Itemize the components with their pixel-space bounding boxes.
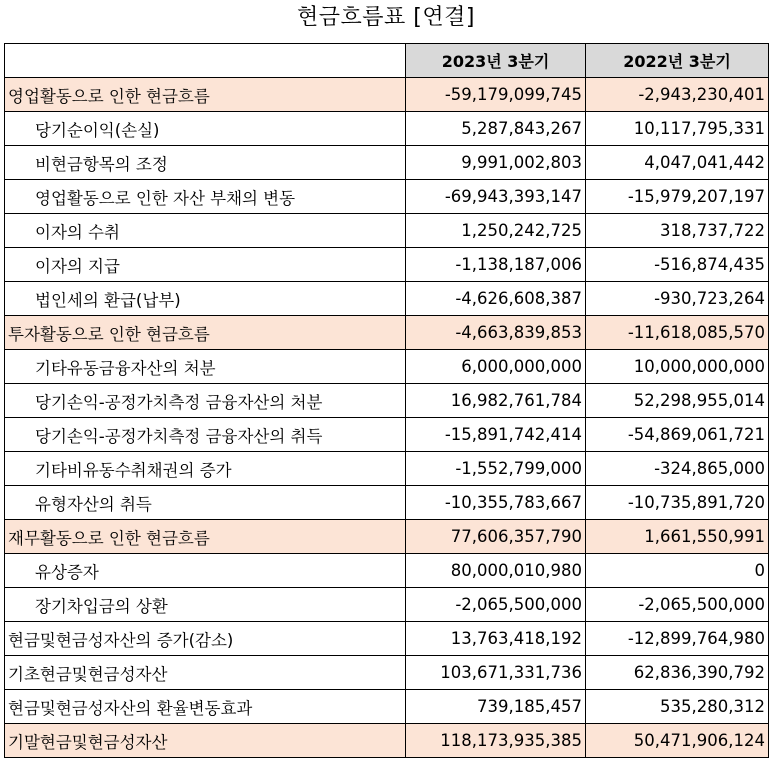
- value-2023: 5,287,843,267: [406, 112, 586, 146]
- value-2022: -2,943,230,401: [586, 78, 769, 112]
- value-2022: -324,865,000: [586, 452, 769, 486]
- value-2023: -4,663,839,853: [406, 316, 586, 350]
- row-label: 기타비유동수취채권의 증가: [5, 452, 406, 486]
- header-year-2022: 2022년 3분기: [586, 44, 769, 78]
- value-2022: 1,661,550,991: [586, 520, 769, 554]
- table-row-section: [5, 316, 769, 350]
- table-row: [5, 418, 769, 452]
- value-2022: -516,874,435: [586, 248, 769, 282]
- value-2023: -59,179,099,745: [406, 78, 586, 112]
- row-label: 기말현금및현금성자산: [5, 724, 406, 758]
- row-label: 이자의 수취: [5, 214, 406, 248]
- page-title: 현금흐름표 [연결]: [297, 5, 475, 30]
- value-2023: 80,000,010,980: [406, 554, 586, 588]
- value-2022: -12,899,764,980: [586, 622, 769, 656]
- table-row: [5, 622, 769, 656]
- row-label: 당기손익-공정가치측정 금융자산의 처분: [5, 384, 406, 418]
- row-label: 법인세의 환급(납부): [5, 282, 406, 316]
- value-2022: 50,471,906,124: [586, 724, 769, 758]
- table-row: [5, 112, 769, 146]
- table-row: [5, 146, 769, 180]
- row-label: 현금및현금성자산의 환율변동효과: [5, 690, 406, 724]
- value-2022: 535,280,312: [586, 690, 769, 724]
- value-2022: 52,298,955,014: [586, 384, 769, 418]
- value-2023: 13,763,418,192: [406, 622, 586, 656]
- value-2023: -1,552,799,000: [406, 452, 586, 486]
- value-2023: -69,943,393,147: [406, 180, 586, 214]
- value-2022: -11,618,085,570: [586, 316, 769, 350]
- table-row: [5, 656, 769, 690]
- table-header-row: [5, 44, 769, 78]
- header-label-cell: [5, 44, 406, 78]
- value-2022: -930,723,264: [586, 282, 769, 316]
- row-label: 영업활동으로 인한 현금흐름: [5, 78, 406, 112]
- value-2022: 10,000,000,000: [586, 350, 769, 384]
- table-row-section: [5, 724, 769, 758]
- value-2023: 16,982,761,784: [406, 384, 586, 418]
- table-row: [5, 588, 769, 622]
- value-2023: 118,173,935,385: [406, 724, 586, 758]
- table-row: [5, 690, 769, 724]
- value-2023: -1,138,187,006: [406, 248, 586, 282]
- table-row: [5, 214, 769, 248]
- value-2023: -2,065,500,000: [406, 588, 586, 622]
- header-year-2023: 2023년 3분기: [406, 44, 586, 78]
- value-2023: 9,991,002,803: [406, 146, 586, 180]
- row-label: 이자의 지급: [5, 248, 406, 282]
- row-label: 영업활동으로 인한 자산 부채의 변동: [5, 180, 406, 214]
- row-label: 비현금항목의 조정: [5, 146, 406, 180]
- table-row: [5, 350, 769, 384]
- row-label: 장기차입금의 상환: [5, 588, 406, 622]
- row-label: 당기순이익(손실): [5, 112, 406, 146]
- table-row: [5, 486, 769, 520]
- value-2022: -10,735,891,720: [586, 486, 769, 520]
- cash-flow-table: [4, 43, 769, 758]
- row-label: 유상증자: [5, 554, 406, 588]
- table-body: [5, 78, 769, 758]
- table-row: [5, 282, 769, 316]
- value-2023: 739,185,457: [406, 690, 586, 724]
- table-row: [5, 452, 769, 486]
- table-row: [5, 384, 769, 418]
- table-row-section: [5, 78, 769, 112]
- value-2023: 1,250,242,725: [406, 214, 586, 248]
- value-2022: 62,836,390,792: [586, 656, 769, 690]
- row-label: 당기손익-공정가치측정 금융자산의 취득: [5, 418, 406, 452]
- value-2022: 4,047,041,442: [586, 146, 769, 180]
- table-row-section: [5, 520, 769, 554]
- row-label: 현금및현금성자산의 증가(감소): [5, 622, 406, 656]
- table-row: [5, 554, 769, 588]
- value-2022: -54,869,061,721: [586, 418, 769, 452]
- value-2023: -15,891,742,414: [406, 418, 586, 452]
- row-label: 재무활동으로 인한 현금흐름: [5, 520, 406, 554]
- value-2023: 6,000,000,000: [406, 350, 586, 384]
- value-2022: 0: [586, 554, 769, 588]
- value-2023: -4,626,608,387: [406, 282, 586, 316]
- value-2023: 103,671,331,736: [406, 656, 586, 690]
- value-2022: -2,065,500,000: [586, 588, 769, 622]
- row-label: 투자활동으로 인한 현금흐름: [5, 316, 406, 350]
- value-2023: 77,606,357,790: [406, 520, 586, 554]
- value-2022: 318,737,722: [586, 214, 769, 248]
- table-row: [5, 248, 769, 282]
- row-label: 기초현금및현금성자산: [5, 656, 406, 690]
- value-2022: 10,117,795,331: [586, 112, 769, 146]
- value-2022: -15,979,207,197: [586, 180, 769, 214]
- row-label: 유형자산의 취득: [5, 486, 406, 520]
- row-label: 기타유동금융자산의 처분: [5, 350, 406, 384]
- table-row: [5, 180, 769, 214]
- value-2023: -10,355,783,667: [406, 486, 586, 520]
